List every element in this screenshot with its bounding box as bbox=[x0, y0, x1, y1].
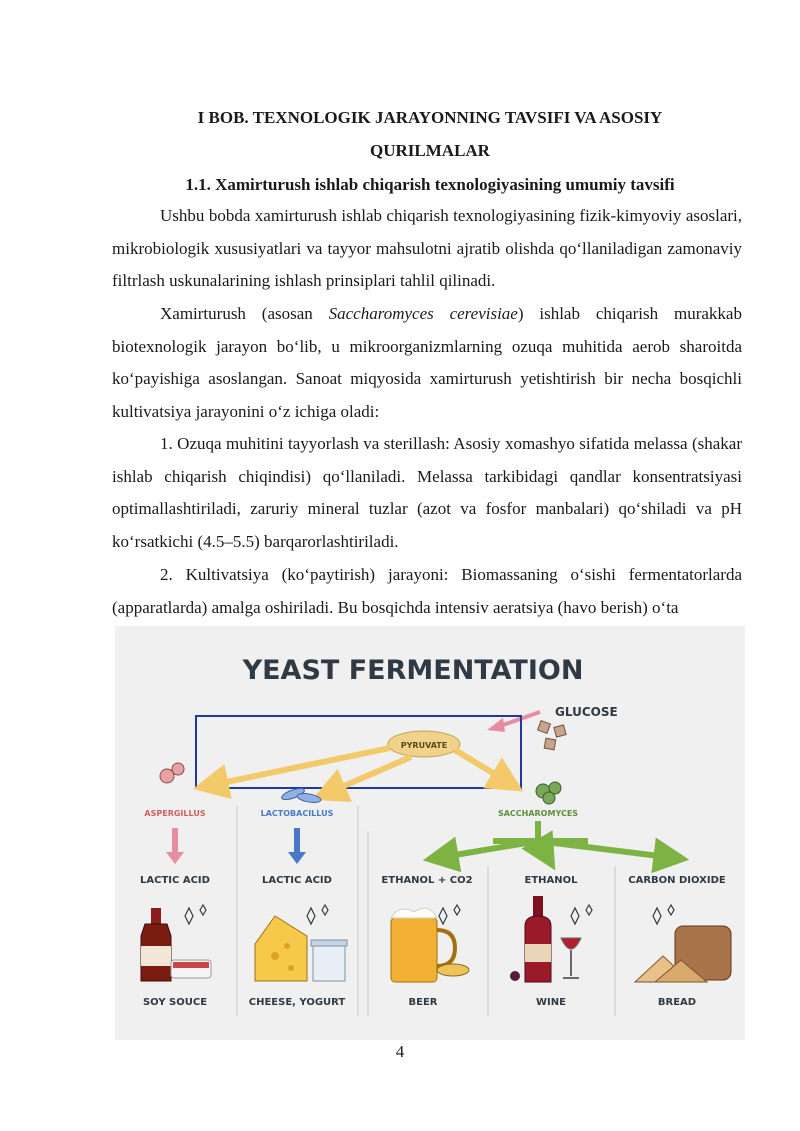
beer-mug-icon bbox=[391, 908, 469, 982]
species-name: Saccharomyces cerevisiae bbox=[328, 304, 518, 323]
soy-sauce-bottle-icon bbox=[141, 908, 211, 981]
figure-illustration bbox=[115, 626, 745, 1040]
glucose-label: GLUCOSE bbox=[555, 705, 618, 719]
food-label-2: CHEESE, YOGURT bbox=[248, 997, 346, 1008]
paragraph-intro bbox=[112, 200, 742, 298]
arrow-to-saccharomyces bbox=[455, 750, 511, 784]
chapter-title-line2: QURILMALAR bbox=[370, 141, 490, 160]
arrow-to-bread bbox=[538, 841, 675, 858]
yeast-fermentation-figure bbox=[115, 626, 745, 1040]
bread-loaves-icon bbox=[635, 926, 731, 982]
food-label-4: WINE bbox=[536, 997, 566, 1008]
paragraph-intro-text: Ushbu bobda xamirturush ishlab chiqarish texnologiyasining fizik-kimyoviy asoslari, mikrobiologik xususiyatlari va tayyor mahsulotni ajratib olishda qo‘llaniladigan zamonaviy filtrlash uskunalarining ishlash prinsiplari tahlil qilinadi. bbox=[112, 206, 742, 291]
cheese-yogurt-icon bbox=[255, 916, 347, 981]
food-label-1: SOY SOUCE bbox=[142, 997, 208, 1008]
list-item-2 bbox=[112, 559, 742, 624]
wine-bottle-glass-icon bbox=[510, 896, 581, 982]
food-label-3: BEER bbox=[408, 997, 438, 1008]
product-label-1: LACTIC ACID bbox=[140, 875, 210, 886]
organism-label-lactobacillus: LACTOBACILLUS bbox=[260, 809, 334, 818]
organism-label-aspergillus: ASPERGILLUS bbox=[144, 809, 206, 818]
arrow-to-beer bbox=[437, 841, 538, 858]
pyruvate-label: PYRUVATE bbox=[400, 741, 448, 750]
yeast-cells-icon bbox=[536, 782, 561, 804]
section-title: 1.1. Xamirturush ishlab chiqarish texnologiyasining umumiy tavsifi bbox=[185, 175, 675, 194]
product-label-5: CARBON DIOXIDE bbox=[628, 875, 726, 886]
paragraph-process bbox=[112, 298, 742, 429]
product-label-4: ETHANOL bbox=[524, 875, 578, 886]
page-number: 4 bbox=[395, 1042, 405, 1061]
food-label-5: BREAD bbox=[657, 997, 697, 1008]
organism-label-saccharomyces: SACCHAROMYCES bbox=[497, 809, 579, 818]
product-label-3: ETHANOL + CO2 bbox=[381, 875, 473, 886]
mushroom-icon bbox=[160, 763, 184, 783]
product-label-2: LACTIC ACID bbox=[262, 875, 332, 886]
list-item-1 bbox=[112, 428, 742, 559]
glucose-cubes-icon bbox=[538, 721, 567, 750]
chapter-title-line1: I BOB. TEXNOLOGIK JARAYONNING TAVSIFI VA ASOSIY bbox=[197, 108, 663, 127]
list-item-2-text: 2. Kultivatsiya (ko‘paytirish) jarayoni: Biomassaning o‘sishi fermentatorlarda (apparatlarda) amalga oshiriladi. Bu bosqichda intensiv aeratsiya (havo berish) o‘ta bbox=[112, 565, 742, 617]
list-item-1-text: 1. Ozuqa muhitini tayyorlash va sterillash: Asosiy xomashyo sifatida melassa (shakar ishlab chiqarish chiqindisi) qo‘llaniladi. Melassa tarkibidagi qandlar konsentratsiyasi optimallashtiriladi, zaruriy mineral tuzlar (azot va fosfor manbalari) qo‘shiladi va pH ko‘rsatkichi (4.5–5.5) barqarorlashtiriladi. bbox=[112, 434, 742, 552]
paragraph-process-start: Xamirturush (asosan bbox=[160, 304, 329, 323]
paragraph-process-rest: ) ishlab chiqarish murakkab biotexnologik jarayon bo‘lib, u mikroorganizmlarning ozuqa muhitida aerob sharoitda ko‘payishiga asoslangan. Sanoat miqyosida xamirturush yetishtirish bir necha bosqichli kultivatsiya jarayonini o‘z ichiga oladi: bbox=[112, 304, 742, 422]
figure-title: YEAST FERMENTATION bbox=[242, 655, 584, 686]
